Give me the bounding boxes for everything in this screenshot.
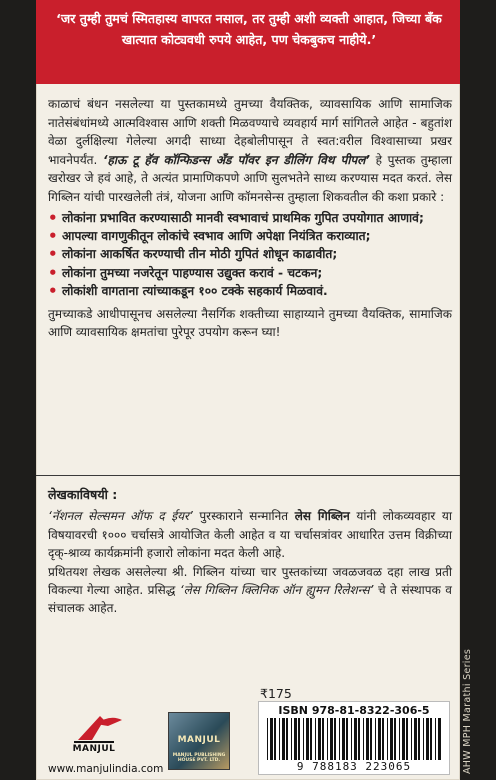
barcode-bar (390, 718, 393, 760)
barcode-bar (310, 718, 312, 760)
section-divider (36, 475, 460, 476)
barcode-bar (322, 718, 324, 760)
price-label: ₹175 (260, 686, 292, 701)
benefit-item: • लोकांना आकर्षित करण्याची तीन मोठी गुपितं शोधून काढावीत; (48, 245, 452, 263)
author-name: लेस गिब्लिन (294, 509, 350, 524)
isbn-text: ISBN 978-81-8322-306-5 (278, 704, 430, 717)
publisher-url: www.manjulindia.com (48, 763, 164, 775)
series-text: AHW MPH Marathi Series (462, 648, 473, 774)
barcode-bar (315, 718, 316, 760)
book-title-italic: ‘हाऊ टू हॅव कॉन्फिडन्स अँड पॉवर इन डीलिंग विथ पीपल’ (102, 152, 370, 167)
barcode-bar (399, 718, 400, 760)
barcode-bar (342, 718, 345, 760)
banner-quote: ‘जर तुम्ही तुमचं स्मितहास्य वापरत नसाल, तर तुम्ही अशी व्यक्ती आहात, जिच्या बँक खात्यात कोट्यवधी रुपये आहेत, पण चेकबुकच नाहीये.’ (56, 11, 442, 47)
about-author (48, 486, 452, 618)
imprint-logo-text: MANJUL (177, 735, 221, 745)
intro-text-continued: हे पुस्तक तुम्हाला खरोखर जे हवं आहे, ते अत्यंत प्रामाणिकपणे आणि सुलभतेने साध्य करण्यास मदत करतं. लेस गिब्लिन यांची पारखलेली तंत्रं, योजना आणि कॉमनसेन्स तुम्हाला शिकवतील की कशा प्रकारे : (48, 152, 452, 204)
barcode-bar (291, 718, 292, 760)
imprint-logo-subtext: MANJUL PUBLISHING HOUSE PVT. LTD. (172, 753, 226, 763)
barcode-bar (406, 718, 408, 760)
barcode-number: 9 788183 223065 (296, 760, 412, 773)
barcode-bar (411, 718, 412, 760)
isbn-barcode (258, 701, 450, 775)
barcode-bar (387, 718, 388, 760)
barcode-bar (286, 718, 288, 760)
barcode-bar (423, 718, 424, 760)
intro-text: काळाचं बंधन नसलेल्या या पुस्तकामध्ये तुमच्या वैयक्तिक, व्यावसायिक आणि सामाजिक नातेसंबंधांमध्ये आत्मविश्वास आणि शक्ती मिळवण्याचे व्यवहार्य मार्ग सांगितले आहेत - बहुतांश वेळा दुर्लक्षिल्या गेलेल्या अगदी साध्या देहबोलीपासून ते स्वत:वरील विश्वासाच्या प्रखर भावनेपर्यंत. (48, 97, 452, 167)
barcode-bar (330, 718, 333, 760)
barcode-bar (430, 718, 432, 760)
description-closing: तुमच्याकडे आधीपासूनच असलेल्या नैसर्गिक शक्तीच्या साहाय्याने तुमच्या वैयक्तिक, सामाजिक आणि व्यावसायिक क्षमतांचा पुरेपूर उपयोग करून घ्या! (48, 306, 452, 340)
barcode-bar (358, 718, 360, 760)
publisher-logo (48, 710, 140, 762)
barcode-bar (282, 718, 285, 760)
barcode-bar (354, 718, 357, 760)
benefit-item: • लोकांना प्रभावित करण्यासाठी मानवी स्वभावाचं प्राथमिक गुपित उपयोगात आणावं; (48, 209, 452, 227)
barcode-bar (303, 718, 304, 760)
author-text: पुरस्काराने सन्मानित (199, 509, 289, 524)
barcode-bar (378, 718, 381, 760)
barcode-bar (394, 718, 396, 760)
benefit-list (48, 209, 452, 301)
clinic-name: ‘लेस गिब्लिन क्लिनिक ऑन ह्युमन रिलेशन्स’ (179, 583, 374, 598)
barcode-bar (318, 718, 321, 760)
publisher-logo-text: MANJUL (72, 744, 116, 754)
imprint-logo (168, 712, 230, 770)
series-label (462, 648, 478, 774)
barcode-bar (363, 718, 364, 760)
barcode-bar (366, 718, 369, 760)
barcode-bar (274, 718, 276, 760)
barcode-bar (298, 718, 300, 760)
barcode-bar (346, 718, 348, 760)
barcode-bar (334, 718, 336, 760)
barcode-bar (339, 718, 340, 760)
benefit-item: • लोकांशी वागताना त्यांच्याकडून १०० टक्के सहकार्य मिळवावं. (48, 282, 452, 300)
description-intro (48, 95, 452, 207)
benefit-item: • आपल्या वागणुकीतून लोकांचे स्वभाव आणि अपेक्षा नियंत्रित कराव्यात; (48, 227, 452, 245)
author-text: यांनी लोकव्यवहार या विषयावरची १००० चर्चासत्रे आयोजित केली आहेत व या चर्चासत्रांवर आधारित उत्तम विक्रीच्या दृक्-श्राव्य कार्यक्रमांनी हजारो लोकांना मदत केली आहे. (48, 509, 452, 561)
author-text: चे ते संस्थापक व संचालक आहेत. (48, 583, 452, 616)
barcode-bar (426, 718, 429, 760)
barcode-bar (438, 718, 441, 760)
author-paragraph-1 (48, 507, 452, 562)
barcode-bar (327, 718, 328, 760)
author-paragraph-2 (48, 563, 452, 618)
barcode-bars (265, 718, 443, 760)
barcode-bar (279, 718, 280, 760)
barcode-bar (267, 718, 268, 760)
barcode-bar (294, 718, 297, 760)
book-description (48, 95, 452, 342)
barcode-bar (351, 718, 352, 760)
barcode-bar (435, 718, 436, 760)
award-name: ‘नॅशनल सेल्समन ऑफ द ईयर’ (48, 509, 193, 524)
benefit-item: • लोकांना तुमच्या नजरेतून पाहण्यास उद्युक्त करावं - चटकन; (48, 264, 452, 282)
barcode-bar (306, 718, 309, 760)
barcode-bar (414, 718, 417, 760)
author-heading: लेखकाविषयी : (48, 487, 118, 502)
crane-icon (48, 710, 140, 746)
barcode-bar (402, 718, 405, 760)
barcode-bar (375, 718, 376, 760)
barcode-bar (418, 718, 420, 760)
barcode-bar (270, 718, 273, 760)
barcode-bar (382, 718, 384, 760)
quote-banner (36, 0, 460, 84)
author-text: प्रथितयश लेखक असलेल्या श्री. गिब्लिन यांच्या चार पुस्तकांच्या जवळजवळ दहा लाख प्रती विकल्या गेल्या आहेत. प्रसिद्ध (48, 564, 452, 598)
barcode-bar (370, 718, 372, 760)
